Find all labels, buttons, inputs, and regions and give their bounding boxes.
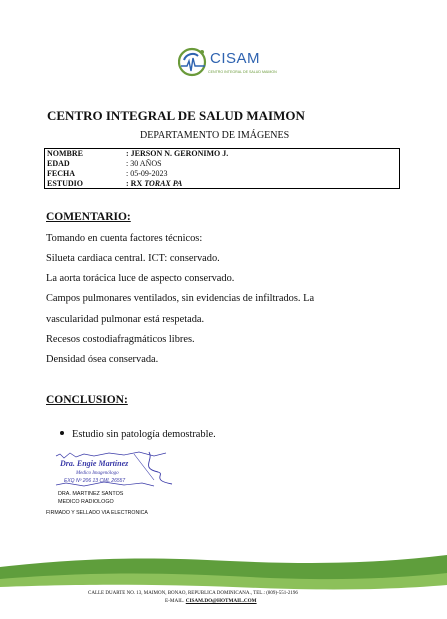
comment-heading: COMENTARIO: [46, 211, 131, 223]
logo-tagline: CENTRO INTEGRAL DE SALUD MAIMON [208, 70, 277, 74]
date-label: FECHA [47, 169, 75, 178]
footer-wave [0, 555, 447, 619]
footer-email-label: E-MAIL. [165, 598, 185, 604]
name-value: : JERSON N. GERONIMO J. [126, 149, 229, 158]
svg-text:EXQ Nº 206 13 CML 26557: EXQ Nº 206 13 CML 26557 [64, 478, 126, 484]
name-label: NOMBRE [47, 149, 83, 158]
signer-name: DRA. MARTINEZ SANTOS [58, 491, 124, 497]
signature-stamp-icon [54, 450, 176, 490]
study-value-type: TORAX PA [144, 179, 183, 188]
page-title: CENTRO INTEGRAL DE SALUD MAIMON [47, 108, 305, 123]
svg-text:Medico Imagenólogo: Medico Imagenólogo [76, 471, 119, 476]
signature-stamp [54, 450, 176, 490]
study-value-prefix: : RX [126, 179, 145, 188]
study-value [126, 179, 182, 189]
conclusion-item: Estudio sin patología demostrable. [72, 429, 216, 440]
study-label: ESTUDIO [47, 179, 84, 188]
comment-line: Densidad ósea conservada. [46, 354, 159, 365]
comment-line: vascularidad pulmonar está respetada. [46, 314, 205, 325]
date-value: : 05-09-2023 [126, 169, 168, 178]
logo-mark-icon [178, 44, 208, 80]
conclusion-heading: CONCLUSION: [46, 394, 128, 406]
signer-role: MEDICO RADIOLOGO [58, 499, 114, 505]
footer-email-link[interactable]: CISAM.DO@HOTMAIL.COM [185, 598, 257, 604]
comment-line: Recesos costodiafragmáticos libres. [46, 334, 195, 345]
age-value: : 30 AÑOS [126, 159, 162, 168]
comment-line: Silueta cardiaca central. ICT: conservado. [46, 253, 220, 264]
footer-email-line [165, 598, 257, 604]
comment-line: La aorta torácica luce de aspecto conservado. [46, 273, 235, 284]
signature-note: FIRMADO Y SELLADO VIA ELECTRONICA [46, 510, 148, 516]
department-title: DEPARTAMENTO DE IMÁGENES [140, 130, 290, 141]
svg-text:Dra. Engie Martínez: Dra. Engie Martínez [60, 459, 129, 468]
logo-wordmark: CISAM [210, 50, 261, 67]
cisam-logo [178, 44, 278, 80]
footer-address: CALLE DUARTE NO. 13, MAIMON, BONAO, REPUBLICA DOMINICANA., TEL.: (809)-551-2196 [88, 591, 298, 596]
age-label: EDAD [47, 159, 70, 168]
patient-info-box [44, 148, 400, 189]
comment-line: Tomando en cuenta factores técnicos: [46, 233, 203, 244]
comment-line: Campos pulmonares ventilados, sin evidencias de infiltrados. La [46, 293, 315, 304]
bullet-icon [60, 431, 64, 435]
